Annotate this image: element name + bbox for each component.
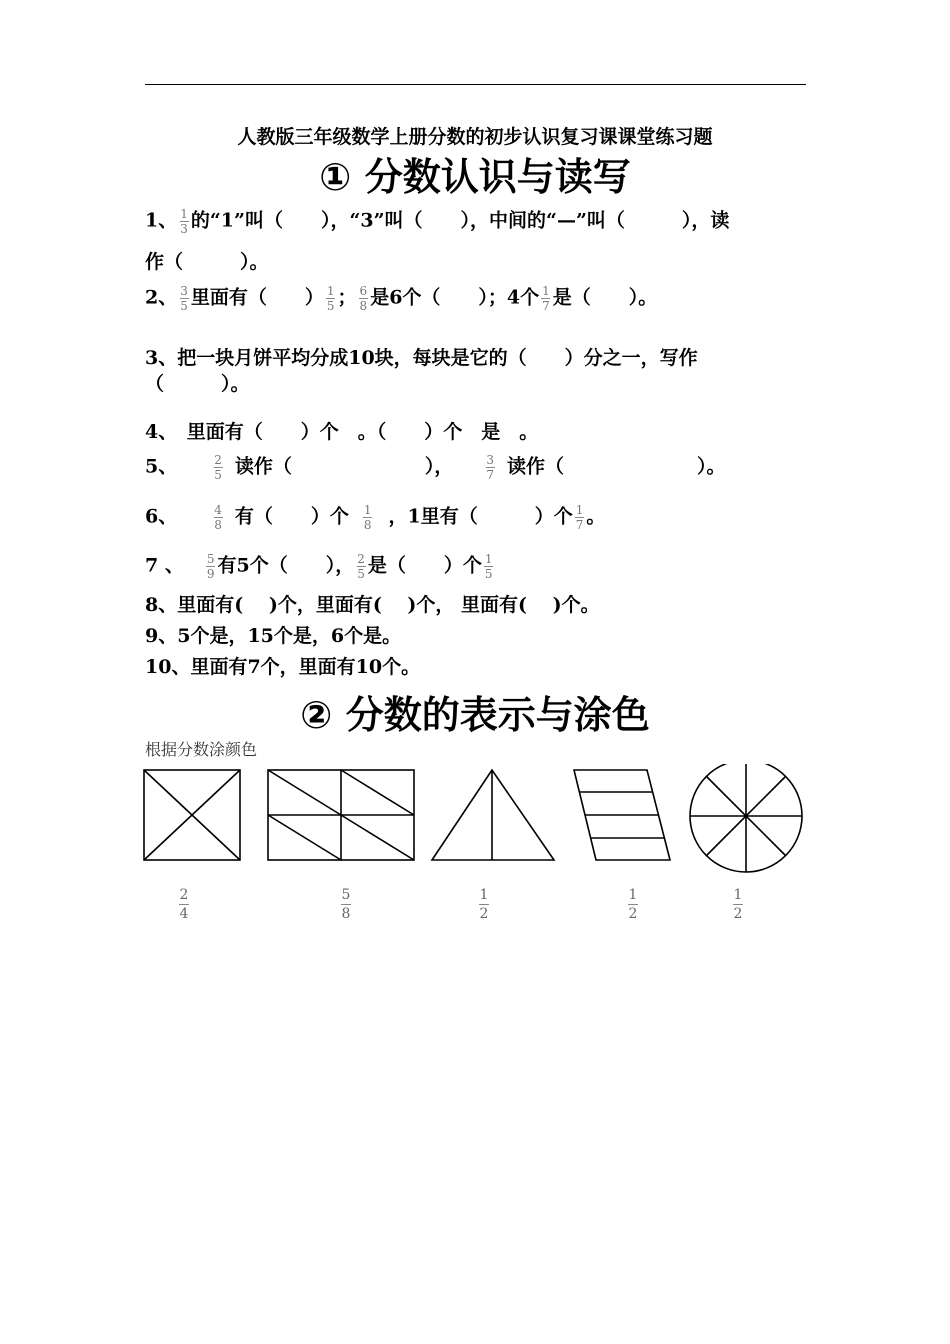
question-10: 10、里面有7个，里面有10个。 — [145, 656, 421, 678]
question-9: 9、5个是，15个是，6个是。 — [145, 625, 402, 647]
question-4: 4、 里面有（ ）个 。（ ）个 是 。 — [145, 421, 539, 443]
fraction-2-5: $\frac{2}{5}$ — [214, 453, 222, 482]
section-1-title: ① 分数认识与读写 — [319, 155, 631, 199]
question-3: 3、把一块月饼平均分成10块，每块是它的（ ）分之一，写作 — [145, 347, 698, 369]
square-diagonals-shape[interactable] — [144, 770, 240, 860]
circle-eighths-shape[interactable] — [690, 764, 802, 872]
question-3-cont: （ ）。 — [145, 373, 250, 395]
fraction-6-8: $\frac{6}{8}$ — [359, 284, 368, 313]
caption-1-2-circle: 1 2 — [733, 887, 743, 922]
caption-2-4: 2 4 — [179, 887, 189, 922]
caption-1-2-parallelogram: 1 2 — [628, 887, 638, 922]
parallelogram-strips-shape[interactable] — [574, 770, 670, 860]
top-rule — [145, 84, 806, 85]
fraction-1-7: $\frac{1}{7}$ — [542, 284, 550, 313]
fraction-5-9: $\frac{5}{9}$ — [206, 552, 215, 581]
question-5: 5、 $\frac{2}{5}$ 读作（ ）， $\frac{3}{7}$ 读作（ ）。 — [145, 453, 726, 482]
fraction-1-5b: $\frac{1}{5}$ — [484, 552, 493, 581]
question-8: 8、里面有( )个，里面有( )个， 里面有( )个。 — [145, 594, 600, 616]
rectangle-eighths-shape[interactable] — [268, 770, 414, 860]
document-title: 人教版三年级数学上册分数的初步认识复习课课堂练习题 — [237, 126, 713, 148]
fraction-1-3: $\frac{1}{3}$ — [180, 207, 188, 236]
question-2: 2、 $\frac{3}{5}$ 里面有（ ） $\frac{1}{5}$ ； $\frac{6}{8}$ 是6个（ ）；4个 $\frac{1}{7}$ 是（ ）。 — [145, 284, 658, 313]
question-1: 1、 $\frac{1}{3}$ 的“1”叫（ ），“3”叫（ ），中间的“—”叫（ ），读 — [145, 207, 730, 236]
fraction-4-8: $\frac{4}{8}$ — [214, 503, 222, 532]
coloring-shapes — [140, 764, 810, 874]
question-1-cont: 作（ ）。 — [145, 251, 269, 273]
question-6: 6、 $\frac{4}{8}$ 有（ ）个 $\frac{1}{8}$ ，1里有（ ）个 $\frac{1}{7}$ 。 — [145, 503, 606, 532]
section-2-title: ② 分数的表示与涂色 — [300, 693, 650, 737]
caption-1-2-triangle: 1 2 — [479, 887, 489, 922]
fraction-1-7b: $\frac{1}{7}$ — [575, 503, 584, 532]
fraction-1-8: $\frac{1}{8}$ — [363, 503, 372, 532]
fraction-1-5: $\frac{1}{5}$ — [326, 284, 335, 313]
question-7: 7 、 $\frac{5}{9}$ 有5个（ ）， $\frac{2}{5}$ 是（ ）个 $\frac{1}{5}$ — [145, 552, 493, 581]
fraction-2-5b: $\frac{2}{5}$ — [357, 552, 365, 581]
caption-5-8: 5 8 — [341, 887, 351, 922]
fraction-3-7: $\frac{3}{7}$ — [486, 453, 495, 482]
coloring-hint: 根据分数涂颜色 — [145, 740, 258, 759]
triangle-halves-shape[interactable] — [432, 770, 554, 860]
fraction-3-5: $\frac{3}{5}$ — [180, 284, 188, 313]
